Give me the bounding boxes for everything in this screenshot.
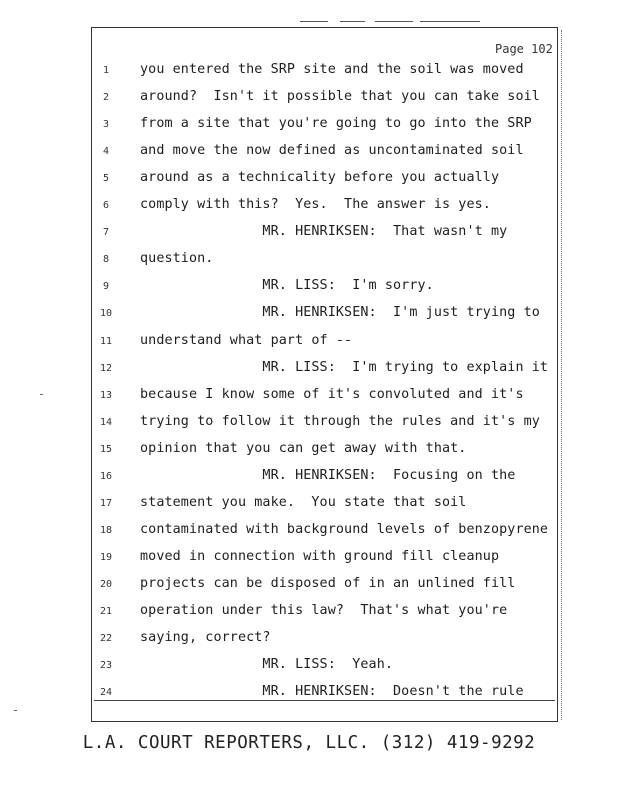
line-number: 11 <box>99 335 113 347</box>
scan-top-marks <box>300 21 480 23</box>
line-number: 4 <box>102 146 110 158</box>
transcript-line: you entered the SRP site and the soil was moved <box>140 62 524 77</box>
transcript-line: around? Isn't it possible that you can take soil <box>140 89 540 105</box>
transcript-line: MR. HENRIKSEN: I'm just trying to <box>140 305 540 321</box>
line-number: 8 <box>102 254 110 266</box>
line-number: 19 <box>99 551 113 563</box>
transcript-line: from a site that you're going to go into the SRP <box>140 116 532 132</box>
transcript-line: question. <box>140 251 214 267</box>
line-number: 21 <box>99 606 113 617</box>
line-number: 13 <box>99 389 113 401</box>
line-number: 22 <box>99 633 113 645</box>
transcript-line: because I know some of it's convoluted and it's <box>140 386 524 402</box>
transcript-line: MR. HENRIKSEN: Focusing on the <box>140 467 516 483</box>
line-number: 5 <box>102 173 110 185</box>
transcript-line: MR. LISS: I'm trying to explain it <box>140 359 549 375</box>
line-number: 20 <box>99 578 113 590</box>
right-margin-edge <box>561 30 562 720</box>
page-number: Page 102 <box>495 42 553 56</box>
line-number: 1 <box>102 65 110 76</box>
line-number: 17 <box>99 497 113 509</box>
transcript-line: MR. HENRIKSEN: Doesn't the rule <box>140 684 524 700</box>
bottom-rule <box>94 700 555 701</box>
line-number: 2 <box>102 92 110 104</box>
line-number: 16 <box>99 470 113 482</box>
line-number: 3 <box>102 119 110 131</box>
line-number: 23 <box>99 660 113 672</box>
transcript-line: and move the now defined as uncontaminated soil <box>140 143 524 159</box>
line-number: 18 <box>99 524 113 536</box>
transcript-line: MR. LISS: I'm sorry. <box>140 278 434 294</box>
line-number: 9 <box>102 281 110 293</box>
transcript-line: projects can be disposed of in an unlined fill <box>140 575 516 591</box>
line-number: 10 <box>99 308 113 320</box>
transcript-line: MR. HENRIKSEN: That wasn't my <box>140 224 508 240</box>
line-number: 7 <box>102 227 110 239</box>
transcript-line: around as a technicality before you actually <box>140 170 500 186</box>
line-number: 12 <box>99 362 113 374</box>
line-number: 14 <box>99 416 113 428</box>
transcript-line: opinion that you can get away with that. <box>140 440 467 456</box>
scan-speck <box>40 394 43 395</box>
transcript-line: moved in connection with ground fill cleanup <box>140 548 500 564</box>
transcript-line: statement you make. You state that soil <box>140 494 467 510</box>
transcript-line: contaminated with background levels of benzopyrene <box>140 521 549 537</box>
line-number: 15 <box>99 443 113 455</box>
transcript-line: MR. LISS: Yeah. <box>140 657 394 673</box>
line-number: 24 <box>99 687 113 699</box>
court-reporter-footer: L.A. COURT REPORTERS, LLC. (312) 419-9292 <box>82 733 536 753</box>
transcript-line: trying to follow it through the rules and it's my <box>140 413 540 429</box>
scan-speck <box>14 710 17 711</box>
transcript-line: understand what part of -- <box>140 332 353 348</box>
transcript-line: operation under this law? That's what you're <box>140 603 508 618</box>
transcript-line: saying, correct? <box>140 630 271 646</box>
line-number: 6 <box>102 200 110 212</box>
transcript-line: comply with this? Yes. The answer is yes. <box>140 197 491 213</box>
